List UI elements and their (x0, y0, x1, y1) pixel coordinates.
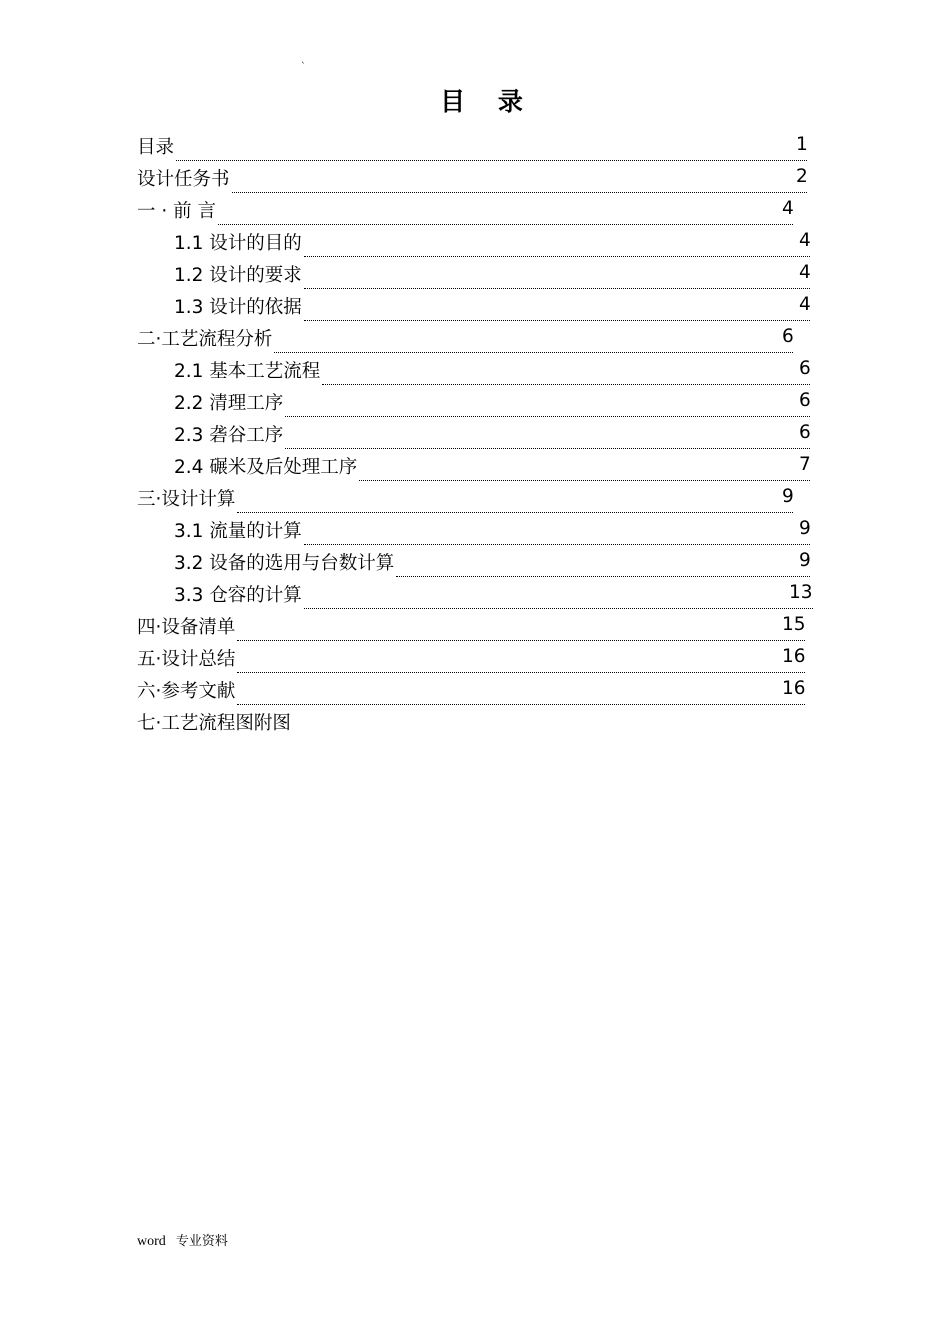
toc-entry[interactable] (137, 161, 807, 193)
footer-word: word (137, 1234, 166, 1249)
toc-entry-page: 6 (799, 358, 811, 379)
toc-entry[interactable] (174, 545, 810, 577)
toc-entry-page: 9 (799, 550, 811, 571)
toc-entry-label: 一 · 前 言 (137, 201, 217, 222)
toc-entry-label: 2.3 砻谷工序 (174, 425, 284, 446)
toc-entry-label: 3.2 设备的选用与台数计算 (174, 553, 395, 574)
toc-entry-label: 2.1 基本工艺流程 (174, 361, 321, 382)
toc-entry-label: 三·设计计算 (137, 489, 236, 510)
toc-entry[interactable] (137, 321, 793, 353)
toc-entry-page: 16 (782, 646, 806, 667)
toc-entry-label: 1.3 设计的依据 (174, 297, 302, 318)
toc-entry[interactable] (137, 705, 537, 737)
toc-entry[interactable] (174, 353, 810, 385)
toc-entry[interactable] (174, 225, 810, 257)
toc-entry[interactable] (174, 513, 810, 545)
toc-entry-page: 1 (796, 134, 808, 155)
toc-entry-page: 6 (782, 326, 794, 347)
toc-entry-page: 9 (799, 518, 811, 539)
toc-entry-label: 五·设计总结 (137, 649, 236, 670)
toc-entry[interactable] (174, 385, 810, 417)
toc-entry-label: 七·工艺流程图附图 (137, 713, 291, 734)
toc-entry-page: 4 (782, 198, 794, 219)
toc-entry-label: 2.2 清理工序 (174, 393, 284, 414)
toc-entry-page: 7 (799, 454, 811, 475)
toc-entry[interactable] (137, 481, 793, 513)
toc-entry-label: 3.1 流量的计算 (174, 521, 302, 542)
toc-entry-page: 15 (782, 614, 806, 635)
toc-entry[interactable] (174, 257, 810, 289)
toc-entry-label: 四·设备清单 (137, 617, 236, 638)
toc-entry-label: 1.1 设计的目的 (174, 233, 302, 254)
toc-entry[interactable] (174, 449, 810, 481)
toc-entry-page: 16 (782, 678, 806, 699)
toc-entry[interactable] (174, 577, 813, 609)
toc-entry[interactable] (174, 417, 810, 449)
toc-entry-page: 4 (799, 262, 811, 283)
toc-entry-label: 1.2 设计的要求 (174, 265, 302, 286)
toc-entry-label: 设计任务书 (137, 169, 230, 190)
page-title: 目 录 (440, 87, 535, 116)
toc-entry-label: 2.4 碾米及后处理工序 (174, 457, 358, 478)
toc-entry-label: 3.3 仓容的计算 (174, 585, 302, 606)
toc-entry-page: 6 (799, 390, 811, 411)
toc-entry-page: 2 (796, 166, 808, 187)
header-mark: ` (301, 62, 306, 72)
toc-entry-page: 13 (789, 582, 813, 603)
toc-entry[interactable] (137, 129, 807, 161)
toc-entry-label: 六·参考文献 (137, 681, 236, 702)
toc-entry[interactable] (137, 673, 805, 705)
footer-text: 专业资料 (175, 1234, 228, 1249)
toc-entry-label: 目录 (137, 137, 175, 158)
toc-entry[interactable] (137, 193, 793, 225)
toc-entry-page: 9 (782, 486, 794, 507)
toc-entry-label: 二·工艺流程分析 (137, 329, 273, 350)
toc-entry[interactable] (137, 609, 805, 641)
toc-entry[interactable] (137, 641, 805, 673)
toc-entry[interactable] (174, 289, 810, 321)
toc-entry-page: 4 (799, 230, 811, 251)
toc-entry-page: 6 (799, 422, 811, 443)
toc-entry-page: 4 (799, 294, 811, 315)
page-footer (137, 1233, 228, 1251)
